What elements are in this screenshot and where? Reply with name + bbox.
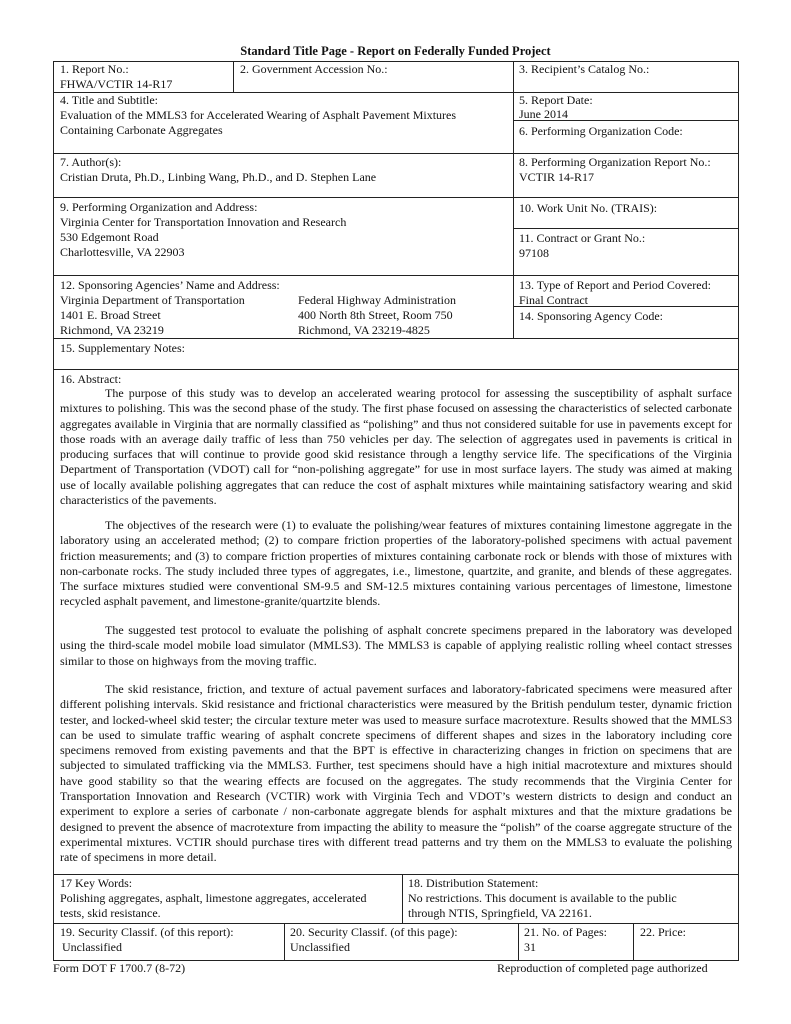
- price-label: 22. Price:: [640, 925, 686, 939]
- catalog-no-label: 3. Recipient’s Catalog No.:: [519, 62, 650, 76]
- abstract-paragraph-2: The objectives of the research were (1) to evaluate the polishing/wear features of mixtures containing limestone aggregate in the laboratory using an accelerated method; (2) to compare friction properties of the laboratory-polished specimens with actual pavement friction measurements; and (3) to compare friction properties of mixtures containing carbonate rock or blends with those of mixtures with non-carbonate rocks. The study included three types of aggregates, i.e., limestone, quartzite, and granite, and blends of these aggregates. The surface mixtures studied were conventional SM-9.5 and SM-12.5 mixtures containing various percentages of limestone, limestone recycled asphalt pavement, and limestone-granite/quartzite blends.: [60, 518, 732, 609]
- report-type-label: 13. Type of Report and Period Covered:: [519, 278, 711, 292]
- security-page-label: 20. Security Classif. (of this page):: [290, 925, 458, 939]
- contract-value: 97108: [519, 246, 549, 260]
- abstract-paragraph-3: The suggested test protocol to evaluate the polishing of asphalt concrete specimens prepared in the laboratory was developed using the third-scale model mobile load simulator (MMLS3). The MMLS3 is capable of applying realistic rolling wheel contact stresses similar to those on highways from the moving traffic.: [60, 623, 732, 668]
- org-code-label: 6. Performing Organization Code:: [519, 124, 683, 138]
- sponsor-left-line-1: Virginia Department of Transportation: [60, 293, 245, 307]
- sponsor-left-line-3: Richmond, VA 23219: [60, 323, 164, 337]
- performing-org-line-3: Charlottesville, VA 22903: [60, 245, 185, 259]
- agency-code-label: 14. Sponsoring Agency Code:: [519, 309, 663, 323]
- sponsor-left-line-2: 1401 E. Broad Street: [60, 308, 161, 322]
- pages-label: 21. No. of Pages:: [524, 925, 607, 939]
- sponsor-right-line-1: Federal Highway Administration: [298, 293, 456, 307]
- sponsor-right-line-2: 400 North 8th Street, Room 750: [298, 308, 453, 322]
- report-no-label: 1. Report No.:: [60, 62, 129, 76]
- key-words-label: 17 Key Words:: [60, 876, 133, 890]
- accession-no-label: 2. Government Accession No.:: [240, 62, 388, 76]
- authors-value: Cristian Druta, Ph.D., Linbing Wang, Ph.D., and D. Stephen Lane: [60, 170, 377, 184]
- page-title: Standard Title Page - Report on Federally Funded Project: [240, 44, 551, 58]
- authors-label: 7. Author(s):: [60, 155, 122, 169]
- security-report-value: Unclassified: [62, 940, 122, 954]
- work-unit-label: 10. Work Unit No. (TRAIS):: [519, 201, 658, 215]
- performing-org-label: 9. Performing Organization and Address:: [60, 200, 258, 214]
- report-no-value: FHWA/VCTIR 14-R17: [60, 77, 173, 91]
- distribution-line-2: through NTIS, Springfield, VA 22161.: [408, 906, 592, 920]
- distribution-line-1: No restrictions. This document is available to the public: [408, 891, 677, 905]
- report-date-value: June 2014: [519, 107, 568, 121]
- title-line-1: Evaluation of the MMLS3 for Accelerated Wearing of Asphalt Pavement Mixtures: [60, 108, 457, 122]
- sponsor-right-line-3: Richmond, VA 23219-4825: [298, 323, 430, 337]
- report-type-value: Final Contract: [519, 293, 588, 307]
- distribution-label: 18. Distribution Statement:: [408, 876, 539, 890]
- reproduction-note: Reproduction of completed page authorized: [497, 961, 708, 975]
- pages-value: 31: [524, 940, 536, 954]
- performing-org-line-1: Virginia Center for Transportation Innovation and Research: [60, 215, 347, 229]
- key-words-line-2: tests, skid resistance.: [60, 906, 161, 920]
- report-date-label: 5. Report Date:: [519, 93, 593, 107]
- supplementary-notes-label: 15. Supplementary Notes:: [60, 341, 185, 355]
- org-report-no-value: VCTIR 14-R17: [519, 170, 594, 184]
- security-page-value: Unclassified: [290, 940, 350, 954]
- sponsoring-agencies-label: 12. Sponsoring Agencies’ Name and Address:: [60, 278, 280, 292]
- form-number: Form DOT F 1700.7 (8-72): [53, 961, 186, 975]
- org-report-no-label: 8. Performing Organization Report No.:: [519, 155, 711, 169]
- key-words-line-1: Polishing aggregates, asphalt, limestone aggregates, accelerated: [60, 891, 367, 905]
- title-subtitle-label: 4. Title and Subtitle:: [60, 93, 159, 107]
- abstract-label: 16. Abstract:: [60, 372, 122, 386]
- security-report-label: 19. Security Classif. (of this report):: [60, 925, 234, 939]
- abstract-paragraph-1: The purpose of this study was to develop an accelerated wearing protocol for assessing the susceptibility of asphalt surface mixtures to polishing. This was the second phase of the study. The first phase focused on assessing the characteristics of selected carbonate aggregates available in Virginia that are normally classified as “polishing” and thus not considered suitable for use in pavements except for those roads with an average daily traffic of less than 750 vehicles per day. The selection of aggregates used in pavements is critical in producing surfaces that will continue to provide good skid resistance through a lengthy service life. The specifications of the Virginia Department of Transportation (VDOT) call for “non-polishing aggregate” for use in most surface layers. The study was aimed at making use of locally available polishing aggregates that can reduce the cost of asphalt mixtures while maintaining satisfactory wearing and skid characteristics of the pavements.: [60, 386, 732, 508]
- abstract-paragraph-4: The skid resistance, friction, and texture of actual pavement surfaces and laboratory-fabricated specimens were measured after different polishing intervals. Skid resistance and frictional characteristics were measured by the British pendulum tester, dynamic friction tester, and locked-wheel skid tester; the circular texture meter was used to measure surface macrotexture. Results showed that the MMLS3 can be used to simulate traffic wearing of asphalt concrete specimens of different shapes and sizes in the laboratory including core specimens removed from existing pavements and that the BPT is effective in characterizing changes in friction on specimens that are subjected to simulated trafficking via the MMLS3. Further, test specimens should have a high initial macrotexture and mixtures should have good stability so that the wearing effects are focused on the aggregates. The study recommends that the Virginia Center for Transportation Innovation and Research (VCTIR) work with Virginia Tech and VDOT’s western districts to design and conduct an experiment to explore a series of carbonate / non-carbonate aggregate blends for asphalt mixtures and that the mixture gradations be designed to prevent the absence of macrotexture from impacting the ability to measure the “polish” of the coarse aggregate structure of the experimental mixtures. VCTIR should purchase tires with different tread patterns and try them on the MMLS3 to evaluate the polishing rate of specimens in more detail.: [60, 682, 732, 865]
- performing-org-line-2: 530 Edgemont Road: [60, 230, 159, 244]
- title-line-2: Containing Carbonate Aggregates: [60, 123, 223, 137]
- contract-label: 11. Contract or Grant No.:: [519, 231, 646, 245]
